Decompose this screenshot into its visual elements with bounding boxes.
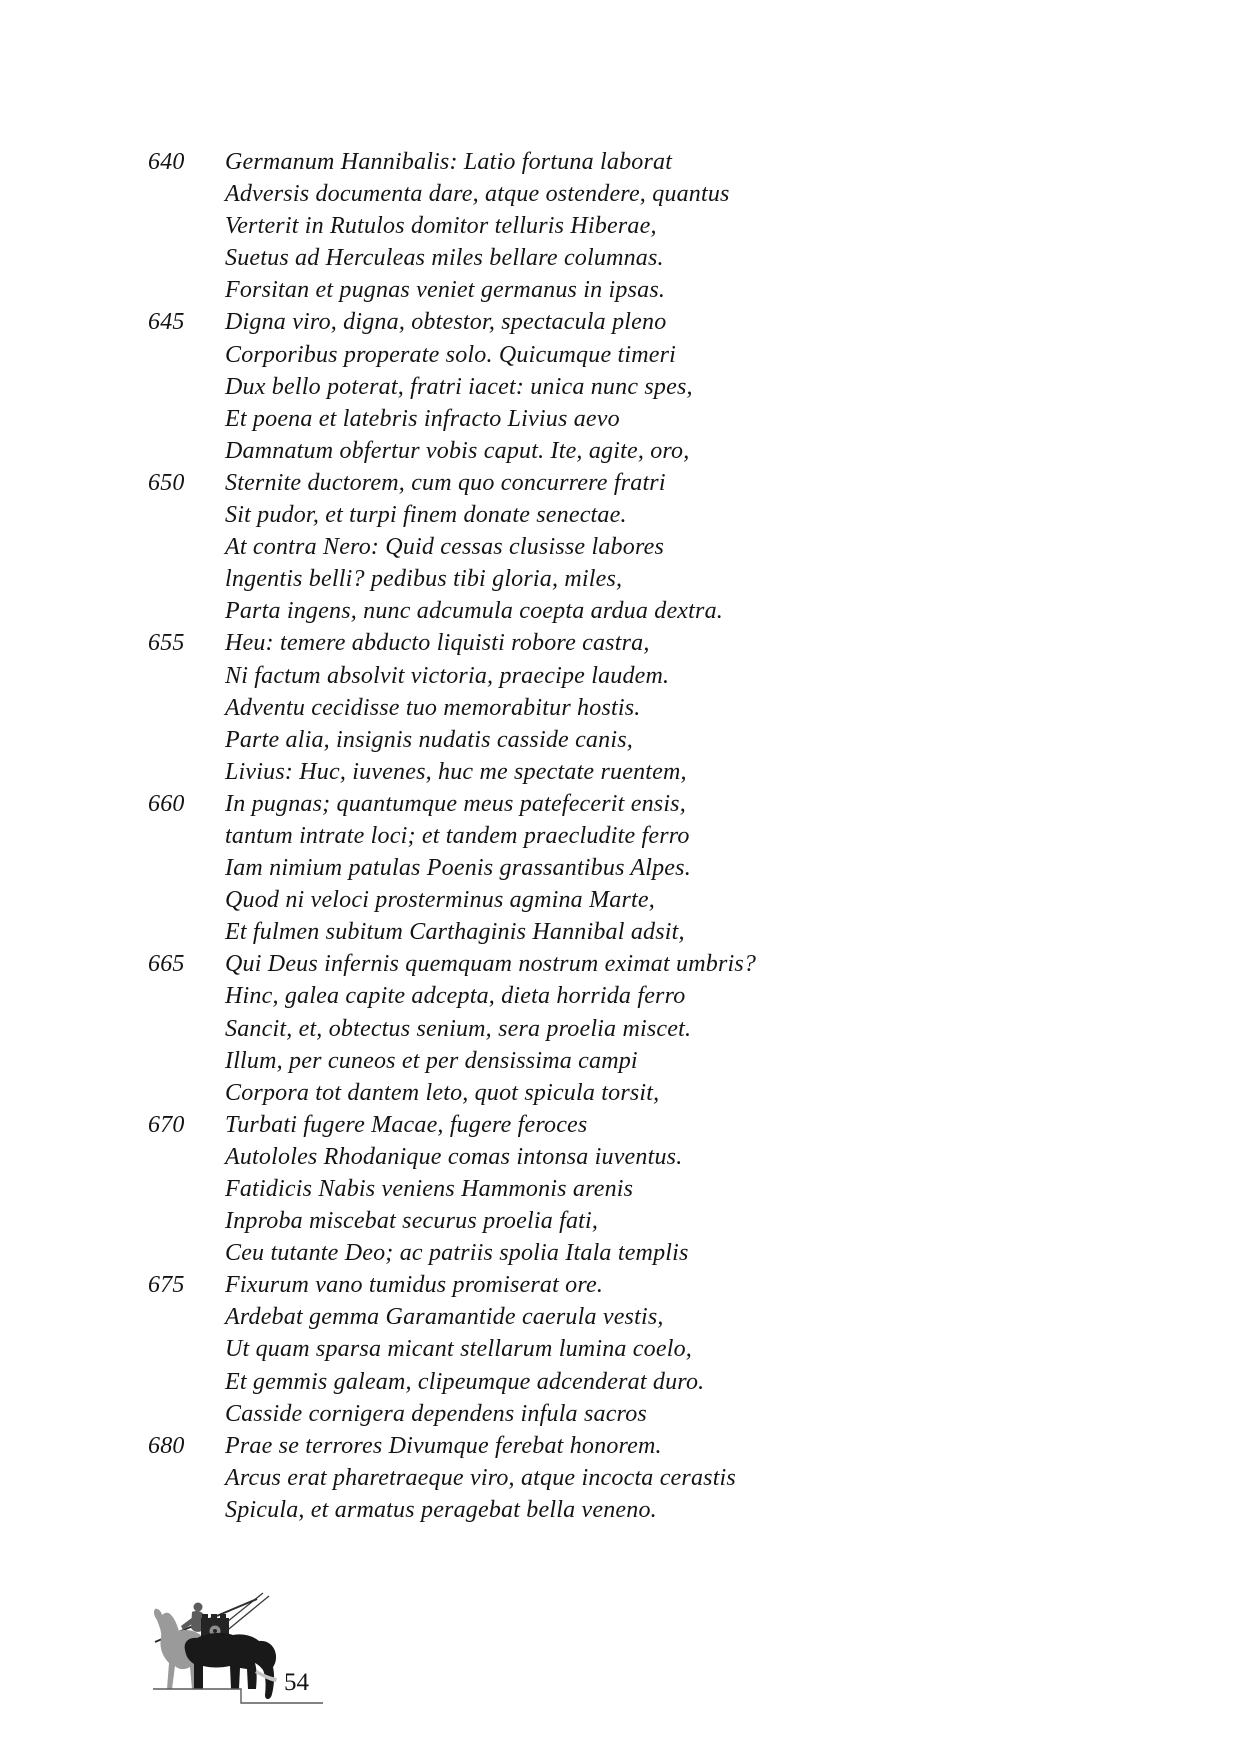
verse-line <box>148 1369 756 1401</box>
verse-text: Corpora tot dantem leto, quot spicula torsit, <box>225 1079 660 1106</box>
verse-line <box>148 1176 756 1208</box>
verse-text: Heu: temere abducto liquisti robore castra, <box>225 630 650 657</box>
verse-line <box>148 951 756 983</box>
verse-text: Et gemmis galeam, clipeumque adcenderat duro. <box>225 1368 705 1395</box>
verse-line <box>148 406 756 438</box>
verse-line <box>148 470 756 502</box>
verse-line <box>148 502 756 534</box>
verse-line <box>148 1080 756 1112</box>
verse-text: Livius: Huc, iuvenes, huc me spectate ruentem, <box>225 758 687 785</box>
verse-line <box>148 887 756 919</box>
verse-text: Quod ni veloci prosterminus agmina Marte, <box>225 887 655 914</box>
verse-text: Corporibus properate solo. Quicumque timeri <box>225 341 677 368</box>
verse-text: Fixurum vano tumidus promiserat ore. <box>225 1272 604 1299</box>
verse-text: Et fulmen subitum Carthaginis Hannibal adsit, <box>225 919 685 946</box>
verse-text: Dux bello poterat, fratri iacet: unica nunc spes, <box>225 373 693 400</box>
verse-text: Adventu cecidisse tuo memorabitur hostis. <box>225 694 641 721</box>
verse-line <box>148 342 756 374</box>
verse-text: Parte alia, insignis nudatis casside canis, <box>225 726 633 753</box>
verse-text: Ardebat gemma Garamantide caerula vestis, <box>225 1304 664 1331</box>
verse-line <box>148 759 756 791</box>
verse-line <box>148 1048 756 1080</box>
verse-line <box>148 1112 756 1144</box>
line-number: 670 <box>148 1111 185 1138</box>
verse-text: Casside cornigera dependens infula sacros <box>225 1400 647 1427</box>
verse-text: Sancit, et, obtectus senium, sera proelia miscet. <box>225 1015 692 1042</box>
verse-text: Ni factum absolvit victoria, praecipe laudem. <box>225 662 670 689</box>
verse-line <box>148 1465 756 1497</box>
verse-text: lngentis belli? pedibus tibi gloria, miles, <box>225 566 623 593</box>
verse-text: Fatidicis Nabis veniens Hammonis arenis <box>225 1176 634 1202</box>
verse-text: At contra Nero: Quid cessas clusisse labores <box>225 534 664 561</box>
verse-text: Sternite ductorem, cum quo concurrere fratri <box>225 469 666 496</box>
verse-text: In pugnas; quantumque meus patefecerit ensis, <box>225 790 686 817</box>
verse-line <box>148 983 756 1015</box>
verse-text: Illum, per cuneos et per densissima campi <box>225 1047 638 1074</box>
line-number: 640 <box>148 149 185 175</box>
line-number: 655 <box>148 630 185 657</box>
verse-line <box>148 149 756 181</box>
verse-line <box>148 791 756 823</box>
verse-line <box>148 1208 756 1240</box>
verse-line <box>148 438 756 470</box>
verse-line <box>148 566 756 598</box>
verse-text: Qui Deus infernis quemquam nostrum eximat umbris? <box>225 951 757 978</box>
verse-text: Sit pudor, et turpi finem donate senectae. <box>225 502 627 529</box>
verse-line <box>148 213 756 245</box>
line-number: 675 <box>148 1272 185 1299</box>
line-number: 665 <box>148 951 185 978</box>
verse-line <box>148 823 756 855</box>
line-number: 650 <box>148 469 185 496</box>
verse-text: Iam nimium patulas Poenis grassantibus Alpes. <box>225 855 691 882</box>
poem-block <box>148 149 756 1529</box>
verse-text: Damnatum obfertur vobis caput. Ite, agite, oro, <box>225 437 690 464</box>
verse-text: Autololes Rhodanique comas intonsa iuventus. <box>225 1143 683 1170</box>
verse-line <box>148 1336 756 1368</box>
verse-text: Digna viro, digna, obtestor, spectacula pleno <box>225 309 667 336</box>
line-number: 645 <box>148 309 185 336</box>
verse-text: Et poena et latebris infracto Livius aevo <box>225 405 620 432</box>
verse-line <box>148 277 756 309</box>
verse-text: Germanum Hannibalis: Latio fortuna laborat <box>225 149 673 175</box>
line-number: 680 <box>148 1432 185 1459</box>
line-number: 660 <box>148 790 185 817</box>
verse-text: Prae se terrores Divumque ferebat honorem. <box>225 1432 662 1459</box>
verse-text: Forsitan et pugnas veniet germanus in ipsas. <box>225 277 666 304</box>
verse-text: Verterit in Rutulos domitor telluris Hiberae, <box>225 213 657 240</box>
verse-lines <box>148 149 756 1529</box>
verse-line <box>148 695 756 727</box>
verse-line <box>148 919 756 951</box>
verse-line <box>148 245 756 277</box>
verse-text: Inproba miscebat securus proelia fati, <box>225 1208 599 1235</box>
verse-line <box>148 374 756 406</box>
verse-text: tantum intrate loci; et tandem praecludite ferro <box>225 822 690 849</box>
verse-line <box>148 1144 756 1176</box>
verse-text: Turbati fugere Macae, fugere feroces <box>225 1111 588 1138</box>
verse-line <box>148 1016 756 1048</box>
verse-line <box>148 1272 756 1304</box>
verse-text: Ceu tutante Deo; ac patriis spolia Itala templis <box>225 1240 689 1267</box>
verse-line <box>148 534 756 566</box>
spear-icon <box>224 1596 269 1633</box>
verse-text: Spicula, et armatus peragebat bella veneno. <box>225 1496 657 1523</box>
verse-text: Parta ingens, nunc adcumula coepta ardua dextra. <box>225 598 723 625</box>
verse-line <box>148 663 756 695</box>
verse-line <box>148 598 756 630</box>
verse-line <box>148 1401 756 1433</box>
verse-text: Arcus erat pharetraeque viro, atque incocta cerastis <box>225 1464 736 1491</box>
verse-text: Suetus ad Herculeas miles bellare columnas. <box>225 245 664 272</box>
verse-line <box>148 855 756 887</box>
verse-line <box>148 1304 756 1336</box>
verse-text: Adversis documenta dare, atque ostendere, quantus <box>225 181 730 208</box>
verse-line <box>148 1497 756 1529</box>
verse-line <box>148 181 756 213</box>
verse-line <box>148 1433 756 1465</box>
verse-line <box>148 630 756 662</box>
page-number: 54 <box>284 1669 309 1696</box>
verse-text: Ut quam sparsa micant stellarum lumina coelo, <box>225 1336 692 1363</box>
verse-text: Hinc, galea capite adcepta, dieta horrida ferro <box>225 983 686 1010</box>
verse-line <box>148 1240 756 1272</box>
verse-line <box>148 309 756 341</box>
verse-line <box>148 727 756 759</box>
